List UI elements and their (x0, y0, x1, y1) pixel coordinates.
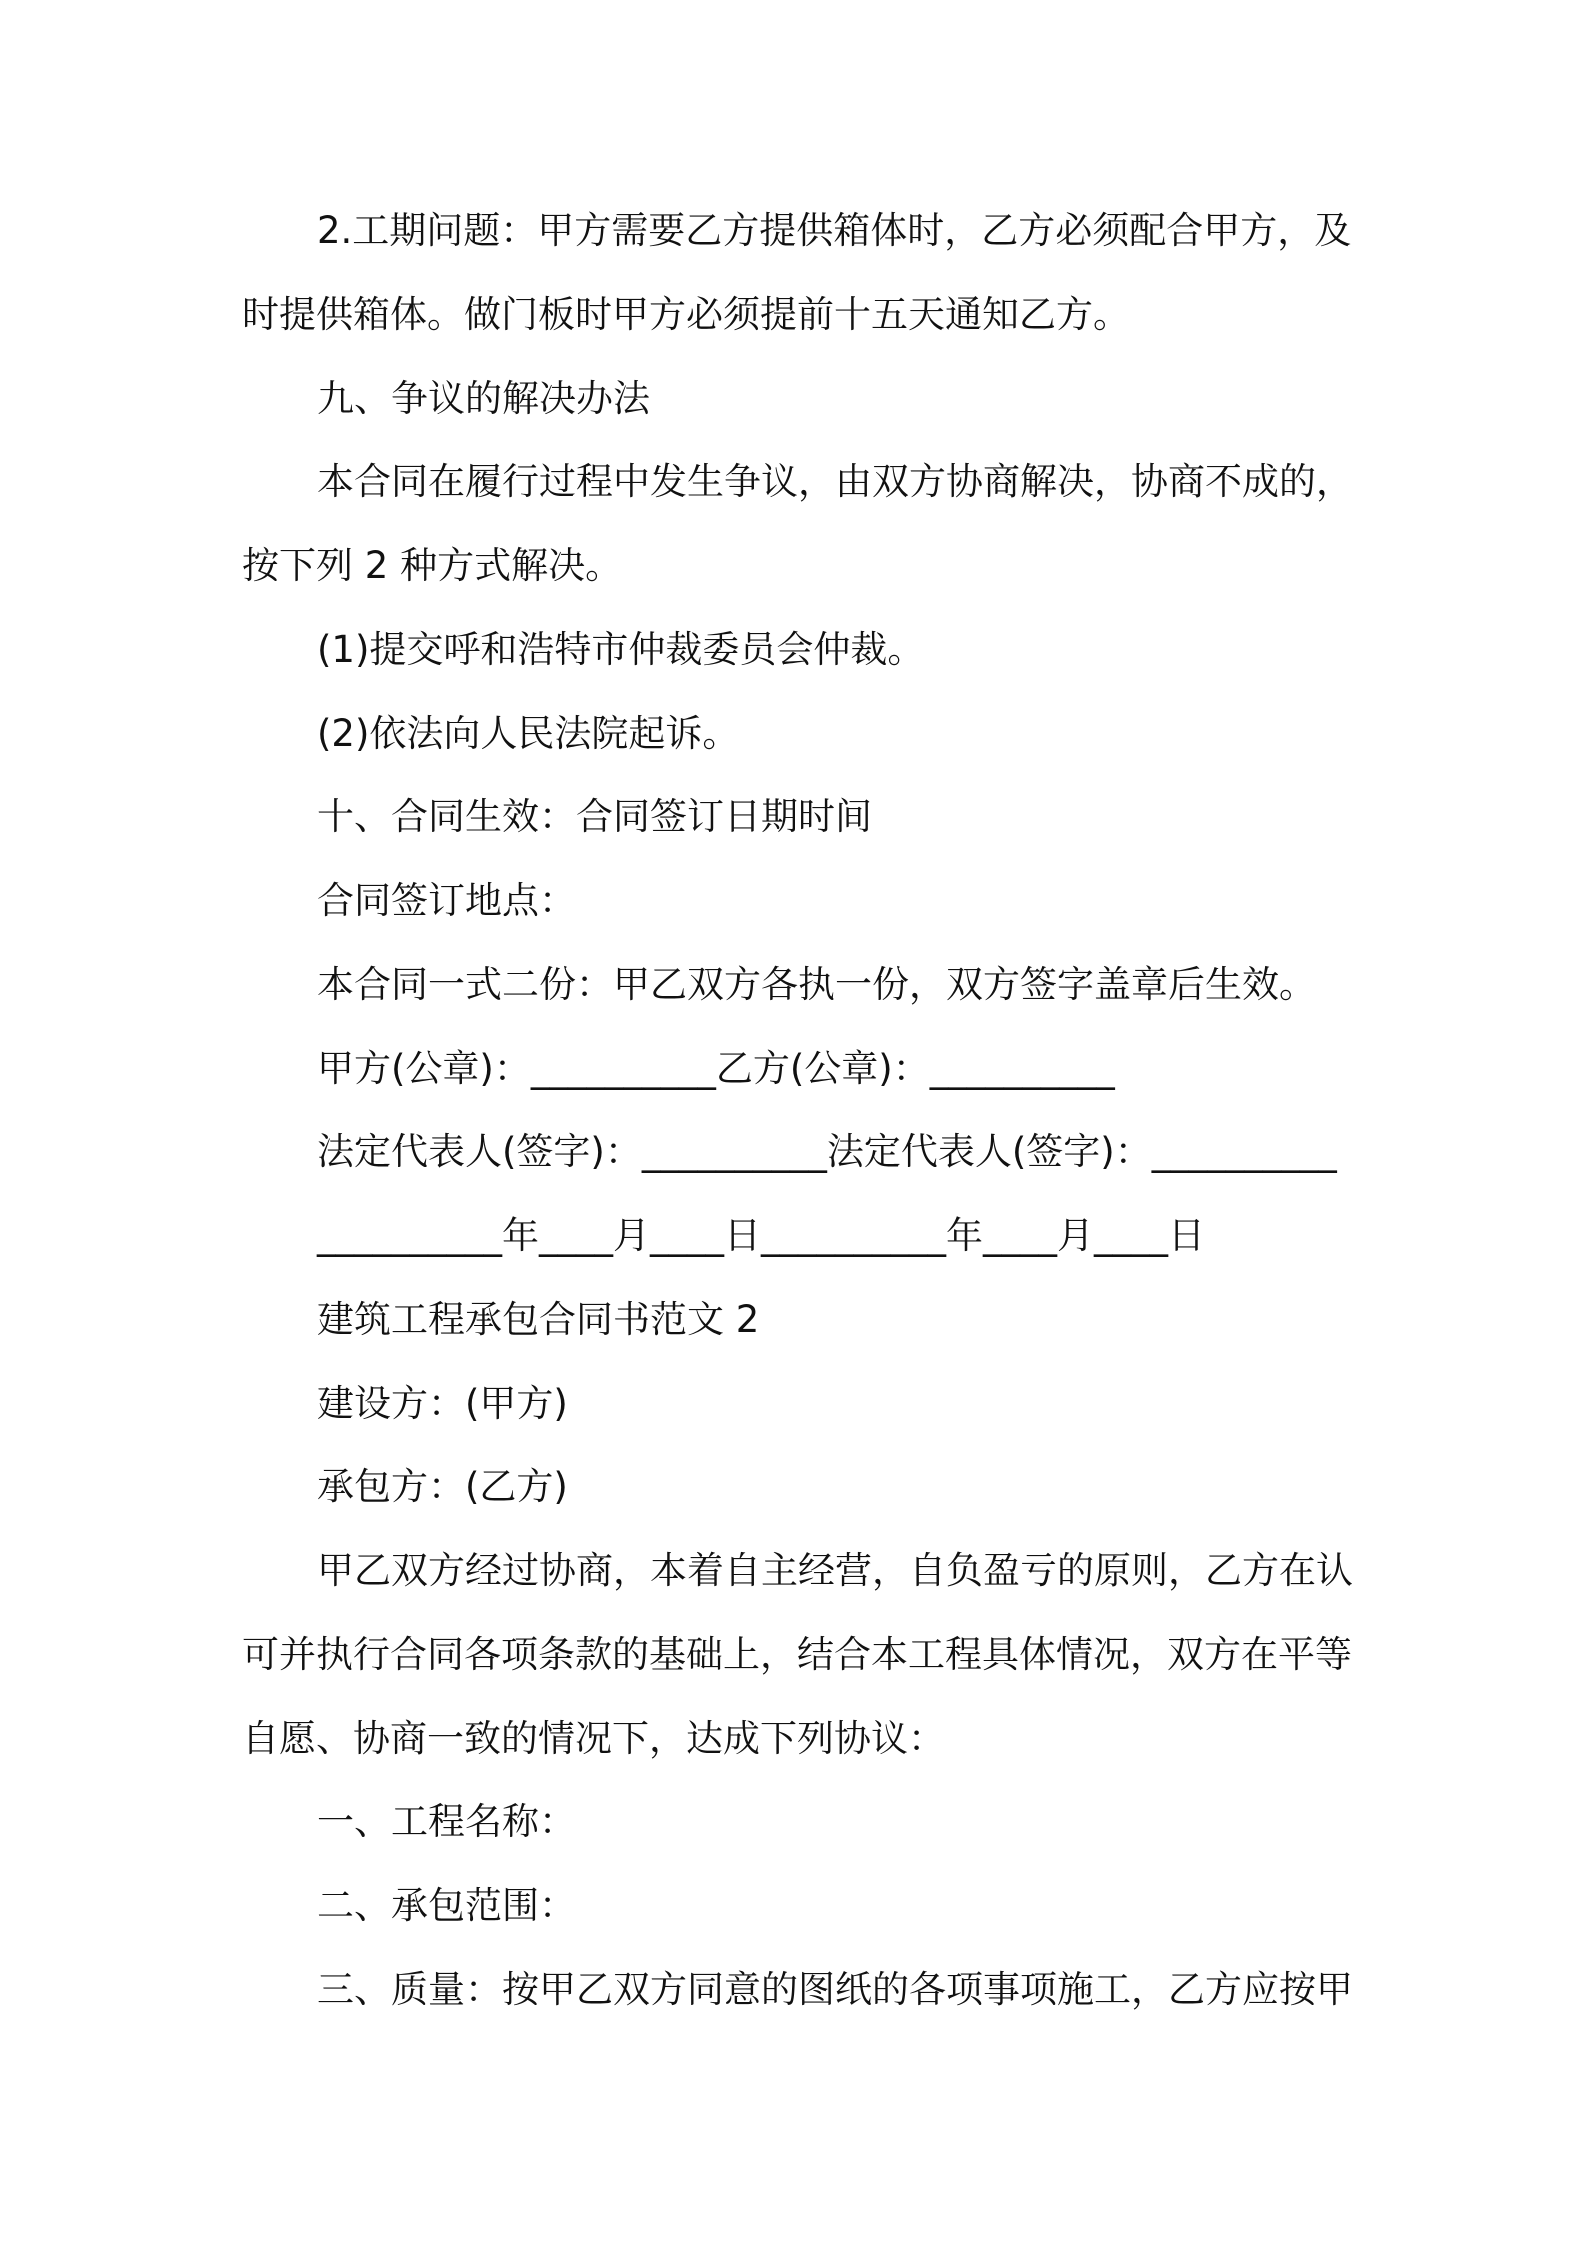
paragraph-line: 自愿、协商一致的情况下，达成下列协议： (242, 1716, 945, 1760)
paragraph-line: 甲乙双方经过协商，本着自主经营，自负盈亏的原则，乙方在认 (317, 1549, 1353, 1592)
section-heading: 九、争议的解决办法 (317, 376, 650, 420)
section-heading: 三、质量：按甲乙双方同意的图纸的各项事项施工，乙方应按甲 (317, 1967, 1353, 2011)
representative-line: 法定代表人(签字)：__________法定代表人(签字)：__________ (317, 1130, 1337, 1174)
section-9 (242, 357, 1442, 776)
document-body (242, 189, 1442, 2032)
paragraph-line: 本合同在履行过程中发生争议，由双方协商解决，协商不成的， (317, 460, 1353, 504)
paragraph-line: 可并执行合同各项条款的基础上，结合本工程具体情况，双方在平等 (242, 1632, 1352, 1676)
section-10 (242, 775, 1442, 1026)
signing-place: 合同签订地点： (317, 879, 576, 922)
section-heading: 十、合同生效：合同签订日期时间 (317, 795, 872, 839)
paragraph-line: 按下列 2 种方式解决。 (242, 544, 623, 587)
copies-statement: 本合同一式二份：甲乙双方各执一份，双方签字盖章后生效。 (317, 962, 1316, 1006)
seal-line: 甲方(公章)：__________乙方(公章)：__________ (317, 1046, 1115, 1090)
paragraph-line: 2.工期问题：甲方需要乙方提供箱体时，乙方必须配合甲方，及 (317, 209, 1352, 252)
list-item: (1)提交呼和浩特市仲裁委员会仲裁。 (317, 627, 925, 671)
section-heading: 一、工程名称： (317, 1800, 576, 1844)
paragraph-line: 时提供箱体。做门板时甲方必须提前十五天通知乙方。 (242, 292, 1130, 336)
contract-2 (242, 1278, 1442, 2032)
section-heading: 二、承包范围： (317, 1884, 576, 1927)
document-title: 建筑工程承包合同书范文 2 (317, 1297, 760, 1341)
clause-schedule (242, 189, 1442, 357)
contractor-party: 承包方：(乙方) (317, 1465, 568, 1509)
date-line: __________年____月____日__________年____月____日 (317, 1214, 1205, 1257)
signature-block (242, 1027, 1442, 1278)
list-item: (2)依法向人民法院起诉。 (317, 711, 740, 755)
builder-party: 建设方：(甲方) (317, 1381, 568, 1425)
